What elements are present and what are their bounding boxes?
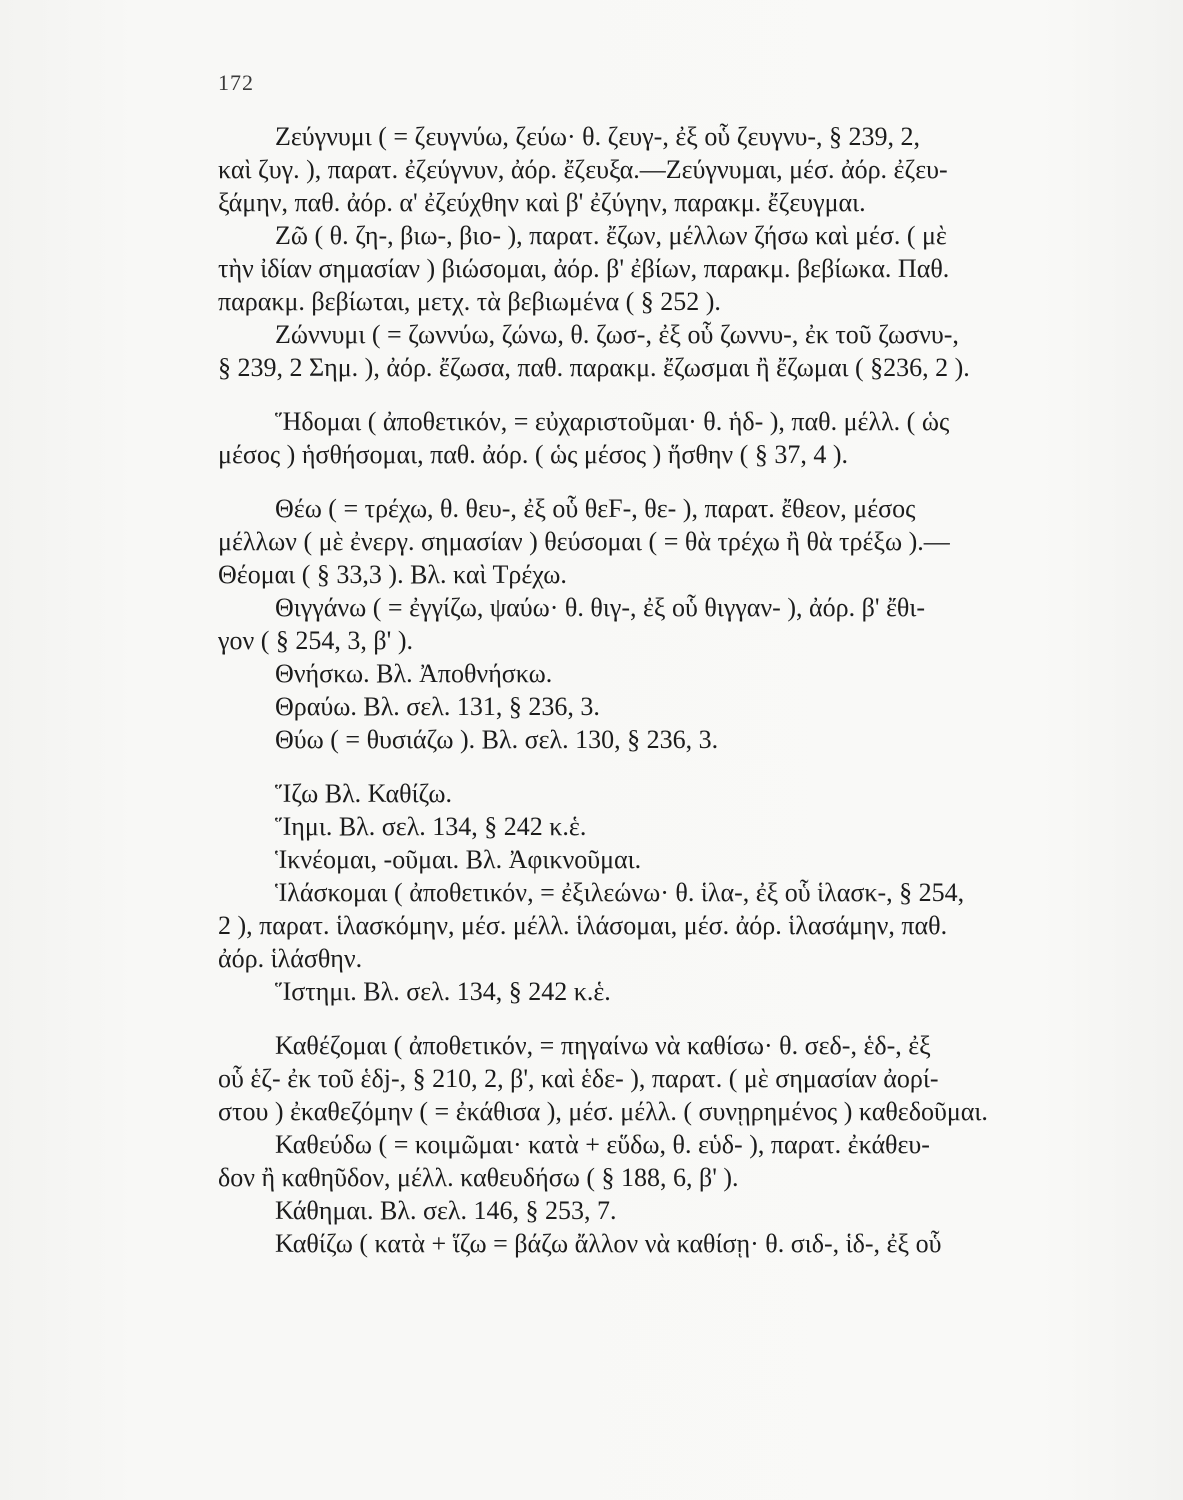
- page-number: 172: [218, 70, 254, 95]
- entry-headword-line: Θύω ( = θυσιάζω ). Βλ. σελ. 130, § 236, 3.: [275, 725, 719, 754]
- entry-headword-line: Ζῶ ( θ. ζη-, βιω-, βιο- ), παρατ. ἔζων, μέλλων ζήσω καὶ μέσ. ( μὲ: [275, 221, 947, 250]
- entry-continuation-line: δον ἢ καθηῦδον, μέλλ. καθευδήσω ( § 188, 6, β' ).: [218, 1163, 739, 1192]
- entry-continuation-line: στου ) ἐκαθεζόμην ( = ἐκάθισα ), μέσ. μέλλ. ( συνῃρημένος ) καθεδοῦμαι.: [218, 1097, 988, 1126]
- entry-continuation-line: μέσος ) ἡσθήσομαι, παθ. ἀόρ. ( ὡς μέσος ) ἥσθην ( § 37, 4 ).: [218, 440, 848, 469]
- entry-headword-line: Καθεύδω ( = κοιμῶμαι· κατὰ + εὕδω, θ. εὑδ- ), παρατ. ἐκάθευ-: [275, 1130, 930, 1159]
- entry-continuation-line: ξάμην, παθ. ἀόρ. α' ἐζεύχθην καὶ β' ἐζύγην, παρακμ. ἔζευγμαι.: [218, 188, 866, 217]
- paragraph-gap: [218, 1008, 1098, 1029]
- entry-headword-line: Ἵημι. Βλ. σελ. 134, § 242 κ.ἑ.: [275, 812, 587, 841]
- entry-continuation-line: οὗ ἑζ- ἐκ τοῦ ἑδj-, § 210, 2, β', καὶ ἑδε- ), παρατ. ( μὲ σημασίαν ἀορί-: [218, 1064, 939, 1093]
- paragraph-gap: [218, 384, 1098, 405]
- entry-headword-line: Ἱλάσκομαι ( ἀποθετικόν, = ἐξιλεώνω· θ. ἱλα-, ἐξ οὗ ἱλασκ-, § 254,: [275, 878, 965, 907]
- entry-headword-line: Θιγγάνω ( = ἐγγίζω, ψαύω· θ. θιγ-, ἐξ οὗ θιγγαν- ), ἀόρ. β' ἔθι-: [275, 593, 926, 622]
- entry-continuation-line: παρακμ. βεβίωται, μετχ. τὰ βεβιωμένα ( § 252 ).: [218, 287, 721, 316]
- entry-headword-line: Κάθημαι. Βλ. σελ. 146, § 253, 7.: [275, 1196, 617, 1225]
- paragraph-gap: [218, 756, 1098, 777]
- entry-continuation-line: § 239, 2 Σημ. ), ἀόρ. ἔζωσα, παθ. παρακμ. ἔζωσμαι ἢ ἔζωμαι ( §236, 2 ).: [218, 353, 970, 382]
- entry-text-block: [218, 120, 1098, 1260]
- entry-headword-line: Καθέζομαι ( ἀποθετικόν, = πηγαίνω νὰ καθίσω· θ. σεδ-, ἑδ-, ἐξ: [275, 1031, 931, 1060]
- entry-continuation-line: 2 ), παρατ. ἱλασκόμην, μέσ. μέλλ. ἱλάσομαι, μέσ. ἀόρ. ἱλασάμην, παθ.: [218, 911, 948, 940]
- entry-headword-line: Θέω ( = τρέχω, θ. θευ-, ἐξ οὗ θεϜ-, θε- ), παρατ. ἔθεον, μέσος: [275, 494, 916, 523]
- entry-headword-line: Ζεύγνυμι ( = ζευγνύω, ζεύω· θ. ζευγ-, ἐξ οὗ ζευγνυ-, § 239, 2,: [275, 122, 921, 151]
- entry-headword-line: Θραύω. Βλ. σελ. 131, § 236, 3.: [275, 692, 600, 721]
- entry-headword-line: Θνήσκω. Βλ. Ἀποθνήσκω.: [275, 659, 553, 688]
- entry-headword-line: Ζώννυμι ( = ζωννύω, ζώνω, θ. ζωσ-, ἐξ οὗ ζωννυ-, ἐκ τοῦ ζωσνυ-,: [275, 320, 959, 349]
- entry-headword-line: Καθίζω ( κατὰ + ἵζω = βάζω ἄλλον νὰ καθίσῃ· θ. σιδ-, ἱδ-, ἐξ οὗ: [275, 1229, 942, 1258]
- entry-headword-line: Ἵζω Βλ. Καθίζω.: [275, 779, 452, 808]
- entry-continuation-line: τὴν ἰδίαν σημασίαν ) βιώσομαι, ἀόρ. β' ἐβίων, παρακμ. βεβίωκα. Παθ.: [218, 254, 950, 283]
- entry-headword-line: Ἱκνέομαι, -οῦμαι. Βλ. Ἀφικνοῦμαι.: [275, 845, 642, 874]
- entry-headword-line: Ἥδομαι ( ἀποθετικόν, = εὐχαριστοῦμαι· θ. ἡδ- ), παθ. μέλλ. ( ὡς: [275, 407, 950, 436]
- entry-continuation-line: γον ( § 254, 3, β' ).: [218, 626, 413, 655]
- entry-continuation-line: μέλλων ( μὲ ἐνεργ. σημασίαν ) θεύσομαι ( = θὰ τρέχω ἢ θὰ τρέξω ).—: [218, 527, 950, 556]
- entry-continuation-line: ἀόρ. ἱλάσθην.: [218, 944, 363, 973]
- entry-continuation-line: καὶ ζυγ. ), παρατ. ἐζεύγνυν, ἀόρ. ἔζευξα.—Ζεύγνυμαι, μέσ. ἀόρ. ἐζευ-: [218, 155, 948, 184]
- paragraph-gap: [218, 471, 1098, 492]
- entry-headword-line: Ἵστημι. Βλ. σελ. 134, § 242 κ.ἑ.: [275, 977, 611, 1006]
- entry-continuation-line: Θέομαι ( § 33,3 ). Βλ. καὶ Τρέχω.: [218, 560, 567, 589]
